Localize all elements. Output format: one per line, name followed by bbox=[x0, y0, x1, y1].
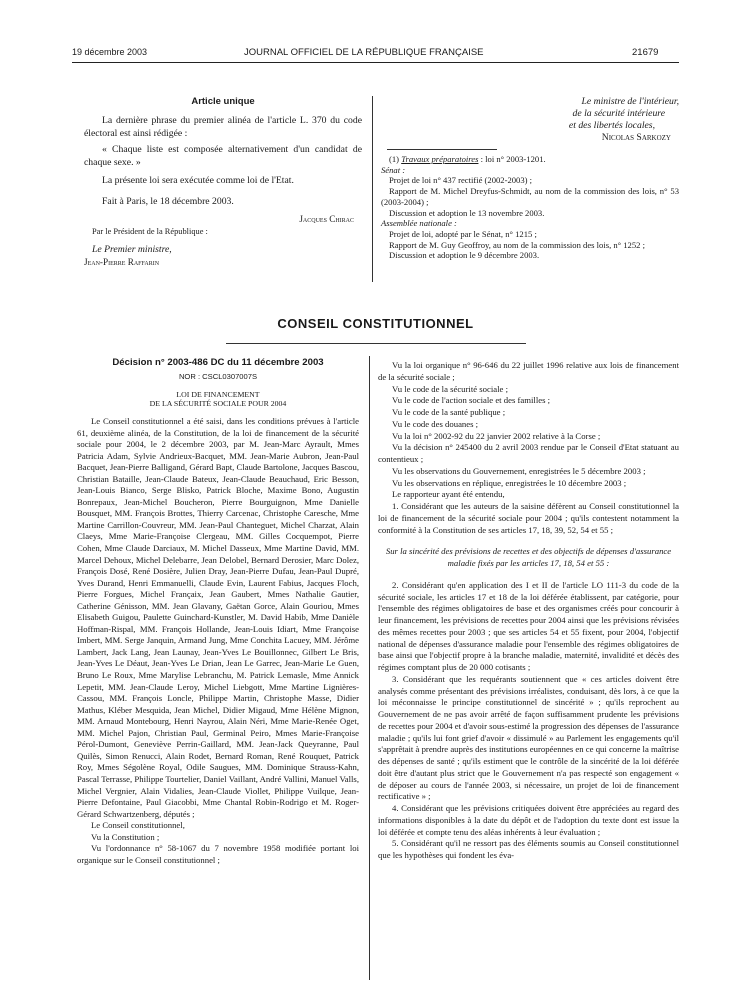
consideration: 3. Considérant que les requérants soutiennent que « ces articles doivent être analysés comme présentant des prévisions irréalistes, conduisant, dès lors, à ce que la loi méconnaisse le principe constitutionnel de sincérité » ; qu'ils reprochent au Gouvernement de ne pas avoir arrêté de façon suffisamment prudente les prévisions de recettes pour 2004 et d'avoir sous-estimé la progression des dépenses de l'assurance maladie ; qu'ils lui font grief d'avoir « dissimulé » au Parlement les engagements qu'il s'apprêtait à prendre auprès des institutions européennes en ce qui concerne la maîtrise des dépenses de santé ; qu'ils estiment que le contrôle de la sincérité de la loi déférée doit être d'autant plus strict que le Gouvernement n'a pas respecté son engagement « de déposer au cours de l'année 2003, si nécessaire, un projet de loi de financement rectificative » ; bbox=[378, 673, 679, 802]
visa-line: Le rapporteur ayant été entendu, bbox=[392, 489, 505, 500]
section-heading: Sur la sincérité des prévisions de recettes et des objectifs de dépenses d'assurance maladie fixés par les articles 17, 18, 54 et 55 : bbox=[385, 546, 672, 568]
prep-item: Rapport de M. Michel Dreyfus-Schmidt, au nom de la commission des lois, n° 53 (2003-2004) ; bbox=[381, 186, 679, 207]
decision-body bbox=[77, 416, 359, 866]
law-quote: « Chaque liste est composée alternativement d'un candidat de chaque sexe. » bbox=[84, 144, 362, 168]
pm-signature: Jean-Pierre Raffarin bbox=[84, 257, 160, 267]
done-at: Fait à Paris, le 18 décembre 2003. bbox=[102, 195, 234, 207]
visa-line: Vu le code de l'action sociale et des familles ; bbox=[392, 395, 551, 406]
prep-item: Discussion et adoption le 9 décembre 2003. bbox=[389, 250, 540, 261]
header-date: 19 décembre 2003 bbox=[72, 47, 148, 57]
visa-line: Vu la loi n° 2002-92 du 22 janvier 2002 relative à la Corse ; bbox=[392, 430, 601, 441]
footnote-text: : loi n° 2003-1201. bbox=[480, 154, 546, 164]
prep-item: Discussion et adoption le 13 novembre 2003. bbox=[389, 207, 545, 218]
journal-title: JOURNAL OFFICIEL DE LA RÉPUBLIQUE FRANÇAISE bbox=[244, 47, 484, 58]
law-paragraph: La présente loi sera exécutée comme loi de l'Etat. bbox=[102, 175, 294, 186]
visa-line: Vu les observations en réplique, enregistrées le 10 décembre 2003 ; bbox=[392, 477, 627, 488]
decision-subtitle: LOI DE FINANCEMENT bbox=[176, 390, 260, 399]
minister-block bbox=[381, 96, 679, 144]
law-column bbox=[84, 96, 362, 267]
minister-line: Le ministre de l'intérieur, bbox=[581, 96, 679, 107]
chamber-label: Assemblée nationale : bbox=[381, 218, 457, 229]
decision-column bbox=[77, 357, 359, 866]
page-number: 21679 bbox=[632, 47, 659, 58]
president-signature: Jacques Chirac bbox=[299, 214, 354, 224]
minister-line: et des libertés locales, bbox=[568, 120, 655, 131]
consideration: 1. Considérant que les auteurs de la saisine défèrent au Conseil constitutionnel la loi de financement de la sécurité sociale pour 2004 ; qu'ils contestent notamment la conformité à la Constitution de ses articles 17, 18, 39, 52, 54 et 55 ; bbox=[378, 501, 679, 535]
header-rule bbox=[72, 62, 679, 63]
decision-subtitle: DE LA SÉCURITÉ SOCIALE POUR 2004 bbox=[149, 399, 287, 408]
nor-reference: NOR : CSCL0307007S bbox=[178, 372, 258, 381]
prep-item: Rapport de M. Guy Geoffroy, au nom de la commission des lois, n° 1252 ; bbox=[389, 239, 645, 250]
visa-line: Vu la loi organique n° 96-646 du 22 juillet 1996 relative aux lois de financement de la sécurité sociale ; bbox=[378, 360, 679, 382]
by-president: Par le Président de la République : bbox=[92, 227, 208, 236]
prep-item: Projet de loi n° 437 rectifié (2002-2003) ; bbox=[389, 175, 533, 186]
considerations-column bbox=[378, 360, 679, 862]
visa-line: Vu la décision n° 245400 du 2 avril 2003 rendue par le Conseil d'Etat statuant au contentieux ; bbox=[378, 442, 679, 464]
footnote-title: Travaux préparatoires bbox=[401, 154, 479, 164]
section-title: CONSEIL CONSTITUTIONNEL bbox=[277, 316, 474, 331]
decision-title: Décision n° 2003-486 DC du 11 décembre 2003 bbox=[112, 357, 324, 368]
column-divider bbox=[372, 96, 373, 282]
consideration: 5. Considérant qu'il ne ressort pas des éléments soumis au Conseil constitutionnel que les hypothèses qui fondent les éva- bbox=[378, 838, 679, 860]
visa-line: Vu le code des douanes ; bbox=[392, 418, 479, 429]
visa-line: Vu l'ordonnance n° 58-1067 du 7 novembre 1958 modifiée portant loi organique sur le Conseil constitutionnel ; bbox=[77, 843, 359, 865]
section-rule bbox=[226, 343, 526, 344]
pm-title: Le Premier ministre, bbox=[92, 244, 172, 255]
referral-paragraph: Le Conseil constitutionnel a été saisi, dans les conditions prévues à l'article 61, deuxième alinéa, de la Constitution, de la loi de financement de la sécurité sociale pour 2004, le 2 décembre 2003, par M. Jean-Marc Ayrault, Mmes Patricia Adam, Sylvie Andrieux-Bacquet, MM. Jean-Marie Aubron, Jean-Paul Bacquet, Jean-Pierre Balligand, Gérard Bapt, Claude Bartolone, Jacques Bascou, Christian Bataille, Jean-Claude Bateux, Jean-Claude Beauchaud, Eric Besson, Jean-Louis Bianco, Serge Blisko, Patrick Bloche, Maxime Bono, Augustin Bonrepaux, Jean-Michel Boucheron, Pierre Bourguignon, Mme Danielle Bousquet, MM. François Brottes, Thierry Carcenac, Christophe Caresche, Mme Martine Carrillon-Couvreur, MM. Jean-Paul Chanteguet, Michel Charzat, Alain Claeys, Mme Marie-Françoise Clergeau, MM. Gilles Cocquempot, Pierre Cohen, Mme Claude Darciaux, M. Michel Dasseux, Mme Martine David, MM. Marcel Dehoux, Michel Delebarre, Jean Delobel, Bernard Derosier, Marc Dolez, François Dosé, René Dosière, Julien Dray, Jean-Pierre Dufau, Jean-Paul Dupré, Yves Durand, Henri Emmanuelli, Claude Evin, Laurent Fabius, Jacques Floch, Pierre Forgues, Michel Françaix, Jean Gaubert, Mmes Nathalie Gautier, Catherine Génisson, MM. Jean Glavany, Gaëtan Gorce, Alain Gouriou, Mmes Elisabeth Guigou, Paulette Guinchard-Kunstler, M. David Habib, Mme Danièle Hoffman-Rispal, MM. François Hollande, Jean-Louis Idiart, Mme Françoise Imbert, MM. Serge Janquin, Armand Jung, Mme Conchita Lacuey, MM. Jérôme Lambert, Jack Lang, Jean Launay, Jean-Yves Le Bouillonnec, Gilbert Le Bris, Jean-Yves Le Déaut, Jean-Yves Le Drian, Jean Le Garrec, Jean-Marie Le Guen, Bruno Le Roux, Mme Marylise Lebranchu, M. Patrick Lemasle, Mme Annick Lepetit, MM. Jean-Claude Leroy, Michel Liebgott, Mme Martine Lignières-Cassou, MM. François Loncle, Philippe Martin, Christophe Masse, Didier Mathus, Kléber Mesquida, Jean Michel, Didier Migaud, Mme Hélène Mignon, MM. Arnaud Montebourg, Henri Nayrou, Alain Néri, Mme Marie-Renée Oget, MM. Michel Pajon, Christian Paul, Germinal Peiro, Mmes Marie-Françoise Pérol-Dumont, Geneviève Perrin-Gaillard, MM. Jean-Jack Queyranne, Paul Quilès, Simon Renucci, Alain Rodet, Bernard Roman, René Rouquet, Patrick Roy, Mmes Ségolène Royal, Odile Saugues, MM. Dominique Strauss-Kahn, Pascal Terrasse, Philippe Tourtelier, Daniel Vaillant, André Vallini, Manuel Valls, Michel Vergnier, Alain Vidalies, Jean-Claude Viollet, Philippe Vuilque, Jean-Pierre Defontaine, Paul Giacobbi, Mme Chantal Robin-Rodrigo et M. Roger-Gérard Schwartzenberg, députés ; bbox=[77, 416, 359, 819]
law-paragraph: La dernière phrase du premier alinéa de l'article L. 370 du code électoral est ainsi rédigée : bbox=[84, 115, 362, 139]
visa-line: Vu le code de la santé publique ; bbox=[392, 407, 506, 417]
prep-item: Projet de loi, adopté par le Sénat, n° 1215 ; bbox=[389, 228, 537, 239]
minister-and-notes bbox=[381, 96, 679, 261]
minister-line: de la sécurité intérieure bbox=[572, 108, 665, 119]
minister-signature: Nicolas Sarkozy bbox=[601, 132, 671, 143]
visa-line: Vu les observations du Gouvernement, enregistrées le 5 décembre 2003 ; bbox=[392, 465, 646, 476]
article-title: Article unique bbox=[191, 96, 255, 107]
footnote-number: (1) bbox=[389, 154, 400, 164]
preparatory-works bbox=[381, 154, 679, 261]
footnote-rule bbox=[387, 149, 497, 150]
consideration: 2. Considérant qu'en application des I et II de l'article LO 111-3 du code de la sécurité sociale, les articles 17 et 18 de la loi déférée établissent, par catégorie, pour l'ensemble des régimes obligatoires de base et des organismes créés pour concourir à leur financement, les prévisions de recettes pour 2004 ainsi que les prévisions révisées des mêmes recettes pour 2003 ; que ses articles 54 et 55 fixent, pour 2004, l'objectif national de dépenses d'assurance maladie pour l'ensemble des régimes obligatoires de base ainsi que l'objectif propre à la branche maladie, maternité, invalidité et décès des régimes comptant plus de 20 000 cotisants ; bbox=[378, 579, 679, 672]
chamber-label: Sénat : bbox=[381, 164, 406, 175]
visa-line: Le Conseil constitutionnel, bbox=[91, 820, 185, 831]
column-divider bbox=[369, 356, 370, 980]
visa-line: Vu la Constitution ; bbox=[91, 831, 160, 842]
consideration: 4. Considérant que les prévisions critiquées doivent être appréciées au regard des informations disponibles à la date du dépôt et de l'adoption du texte dont est issue la loi déférée et compte tenu des aléas inhérents à leur évaluation ; bbox=[378, 803, 679, 837]
visa-line: Vu le code de la sécurité sociale ; bbox=[392, 383, 508, 394]
